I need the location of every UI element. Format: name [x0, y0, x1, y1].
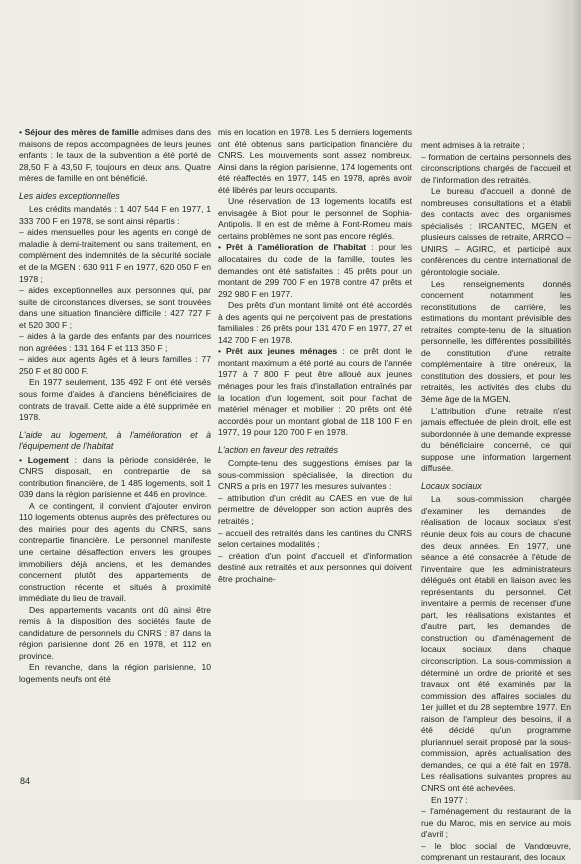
paragraph-location: mis en location en 1978. Les 5 derniers logements ont été obtenus sans participation financière du CNRS. Les mouvements sont assez nombreux. Ainsi dans la région parisienne, 174 logements ont été réaffectés en 1977, 145 en 1978, après avoir été libérés par leurs occupants.: [218, 127, 412, 195]
paragraph-vacants: Des appartements vacants ont dû ainsi être remis à la disposition des sociétés faute de candidature de personnels du CNRS : 87 dans la région parisienne dont 26 en 1978, et 112 en province.: [19, 604, 211, 661]
column-left: [19, 127, 211, 686]
paragraph-attribution: L'attribution d'une retraite n'est jamais effectuée de plein droit, elle est subordonnée à une demande expresse du bénéficiaire concerné, ce qui suppose une information largement diffusée.: [421, 405, 571, 474]
paragraph-1977: En 1977 seulement, 135 492 F ont été versés sous forme d'aides à d'anciens bénéficiaires de contrats de travail. Cette aide a été supprimée en 1978.: [19, 377, 211, 423]
section-heading-aides: Les aides exceptionnelles: [19, 190, 120, 201]
page-edge-shadow: [571, 0, 581, 800]
list-item: – attribution d'un crédit au CAES en vue de lui permettre de développer son action auprès des retraités ;: [218, 492, 412, 526]
section-heading-locaux: Locaux sociaux: [421, 480, 482, 491]
list-item: – aides aux agents âgés et à leurs familles : 77 250 F et 80 000 F.: [19, 354, 211, 376]
paragraph-text: : ce prêt dont le montant maximum a été porté au cours de l'année 1977 à 7 800 F peut être alloué aux jeunes ménages pour les frais d'installation entraînés par la location d'un logement, soit pour l'achat de matériel ménager et mobilier : 20 prêts ont été accordés pour un montant global de 118 100 F en 1977, 19 pour 120 700 F en 1978.: [218, 346, 413, 438]
paragraph-text: : pour les allocataires du code de la famille, toutes les demandes ont été satisfaites : 45 prêts pour un montant de 299 700 F en 1978 contre 47 prêts et 292 980 F en 1977.: [218, 242, 412, 299]
list-item: – le bloc social de Vandœuvre, comprenant un restaurant, des locaux: [421, 840, 571, 863]
heading-logement: Logement: [27, 454, 69, 465]
paragraph-contingent: A ce contingent, il convient d'ajouter environ 110 logements obtenus auprès des préfectures ou des mairies pour des agents du CNRS, sans contrepartie financière. Le personnel manifeste une certaine désaffection envers les groupes immobiliers déjà anciens, et les demandes concernent plutôt des appartements de construction récente et situés à proximité immédiate du lieu de travail.: [19, 500, 211, 604]
column-middle: [218, 127, 412, 585]
paragraph-jeunes-menages: • Prêt aux jeunes ménages : ce prêt dont le montant maximum a été porté au cours de l'année 1977 à 7 800 F peut être alloué aux jeunes ménages pour les frais d'installation entraînés par la location d'un logement, soit pour l'achat de matériel ménager et mobilier : 20 prêts ont été accordés pour un montant global de 118 100 F en 1977, 19 pour 120 700 F en 1978.: [218, 346, 413, 438]
paragraph-renseignements: Les renseignements donnés concernent notamment les reconstitutions de carrière, les estimations du montant prévisible des retraites compte-tenu de la situation personnelle, les différentes possibilités de constitution d'une retraite complémentaire à titre onéreux, la constitution des dossiers, et pour les retraités, les activités des clubs du 3ème âge de la MGEN.: [421, 278, 571, 405]
heading-pret-habitat: Prêt à l'amélioration de l'habitat: [226, 242, 367, 253]
paragraph-sejour: • Séjour des mères de famille admises dans des maisons de repos accompagnées de leurs jeunes enfants : le taux de la subvention a été porté de 28,50 F à 43,50 F, toujours en deux ans. Quatre mères de famille en ont bénéficié.: [19, 127, 211, 184]
page-number: 84: [20, 776, 31, 786]
section-heading-logement: L'aide au logement, à l'amélioration et à l'équipement de l'habitat: [19, 429, 211, 452]
paragraph-credits: Les crédits mandatés : 1 407 544 F en 1977, 1 333 700 F en 1978, se sont ainsi répartis :: [19, 204, 211, 226]
paragraph-continuation: ment admises à la retraite ;: [421, 140, 525, 150]
list-item: – accueil des retraités dans les cantines du CNRS selon certaines modalités ;: [218, 527, 412, 550]
heading-jeunes-menages: Prêt aux jeunes ménages: [226, 346, 338, 357]
paragraph-en-1977: En 1977 :: [431, 794, 468, 805]
paragraph-sous-commission: La sous-commission chargée d'examiner les demandes de réalisation de locaux sociaux s'est réunie deux fois au cours de chacune des deux années. En 1977, une séance a été consacrée à l'étude de l'inventaire que les administrateurs délégués ont établi en liaison avec les représentants du personnel. Cet inventaire a permis de recenser d'une part, les réalisations existantes et d'autre part, les demandes de construction ou d'aménagement de locaux sociaux dans chaque circonscription. La sous-commission a déterminé un ordre de priorité et ses travaux ont été examinés par la commission des affaires sociales du 1er juillet et du 28 septembre 1977. En raison de l'ampleur des besoins, il a été décidé qu'un programme pluriannuel serait proposé par la sous-commission, après actualisation des demandes, ce qui a été fait en 1978. Les réalisations suivantes propres au CNRS ont été achevées.: [421, 494, 571, 794]
section-heading-retraites: L'action en faveur des retraités: [218, 444, 339, 455]
column-right: [421, 140, 571, 864]
paragraph-text: : dans la période considérée, le CNRS disposait, en contrepartie de sa contribution financière, de 1 485 logements, soit 1 039 dans la région parisienne et 446 en province.: [19, 454, 211, 500]
paragraph-pret-habitat: • Prêt à l'amélioration de l'habitat : pour les allocataires du code de la famille, toutes les demandes ont été satisfaites : 45 prêts pour un montant de 299 700 F en 1978 contre 47 prêts et 292 980 F en 1977.: [218, 242, 412, 299]
paragraph-logement: • Logement : dans la période considérée, le CNRS disposait, en contrepartie de sa contribution financière, de 1 485 logements, soit 1 039 dans la région parisienne et 446 en province.: [19, 454, 211, 500]
list-item: – l'aménagement du restaurant de la rue du Maroc, mis en service au mois d'avril ;: [421, 806, 571, 840]
list-item: – formation de certains personnels des circonscriptions chargés de l'accueil et de l'information des retraités.: [421, 151, 571, 185]
paragraph-compte-tenu: Compte-tenu des suggestions émises par la sous-commission spécialisée, la direction du CNRS a pris en 1977 les mesures suivantes :: [218, 458, 412, 492]
heading-sejour: Séjour des mères de famille: [24, 127, 139, 137]
paragraph-prets-montant: Des prêts d'un montant limité ont été accordés à des agents qui ne perçoivent pas de prestations familiales : 26 prêts pour 131 470 F en 1977, 27 et 142 700 F en 1978.: [218, 300, 412, 345]
list-item: – création d'un point d'accueil et d'information destiné aux retraités et aux personnes qui doivent être prochaine-: [218, 550, 412, 584]
list-item: – aides à la garde des enfants par des nourrices non agréées : 131 164 F et 113 350 F ;: [19, 331, 211, 353]
list-item: – aides mensuelles pour les agents en congé de maladie à demi-traitement ou sans traitement, en complément des indemnités de la sécurité sociale et de la MGEN : 630 911 F en 1977, 620 050 F en 1978 ;: [19, 227, 211, 284]
paragraph-revanche: En revanche, dans la région parisienne, 10 logements neufs ont été: [19, 662, 211, 685]
paragraph-text: admises dans des maisons de repos accompagnées de leurs jeunes enfants : le taux de la subvention a été porté de 28,50 F à 43,50 F, toujours en deux ans. Quatre mères de famille en ont bénéficié.: [19, 127, 211, 184]
paragraph-reservation: Une réservation de 13 logements locatifs est envisagée à Biot pour le personnel de Sophia-Antipolis. Il en est de même à Font-Romeu mais certains problèmes ne sont pas encore réglés.: [218, 196, 412, 241]
list-item: – aides exceptionnelles aux personnes qui, par suite de circonstances diverses, se sont trouvées dans une situation financière difficile : 427 727 F et 520 300 F ;: [19, 285, 211, 330]
paragraph-bureau: Le bureau d'accueil a donné de nombreuses consultations et a établi des contacts avec des organismes spécialisés : IRCANTEC, MGEN et plusieurs caisses de retraite, ARRCO – UNIRS – AGIRC, et participé aux conférences du centre international de gérontologie sociale.: [421, 186, 571, 278]
